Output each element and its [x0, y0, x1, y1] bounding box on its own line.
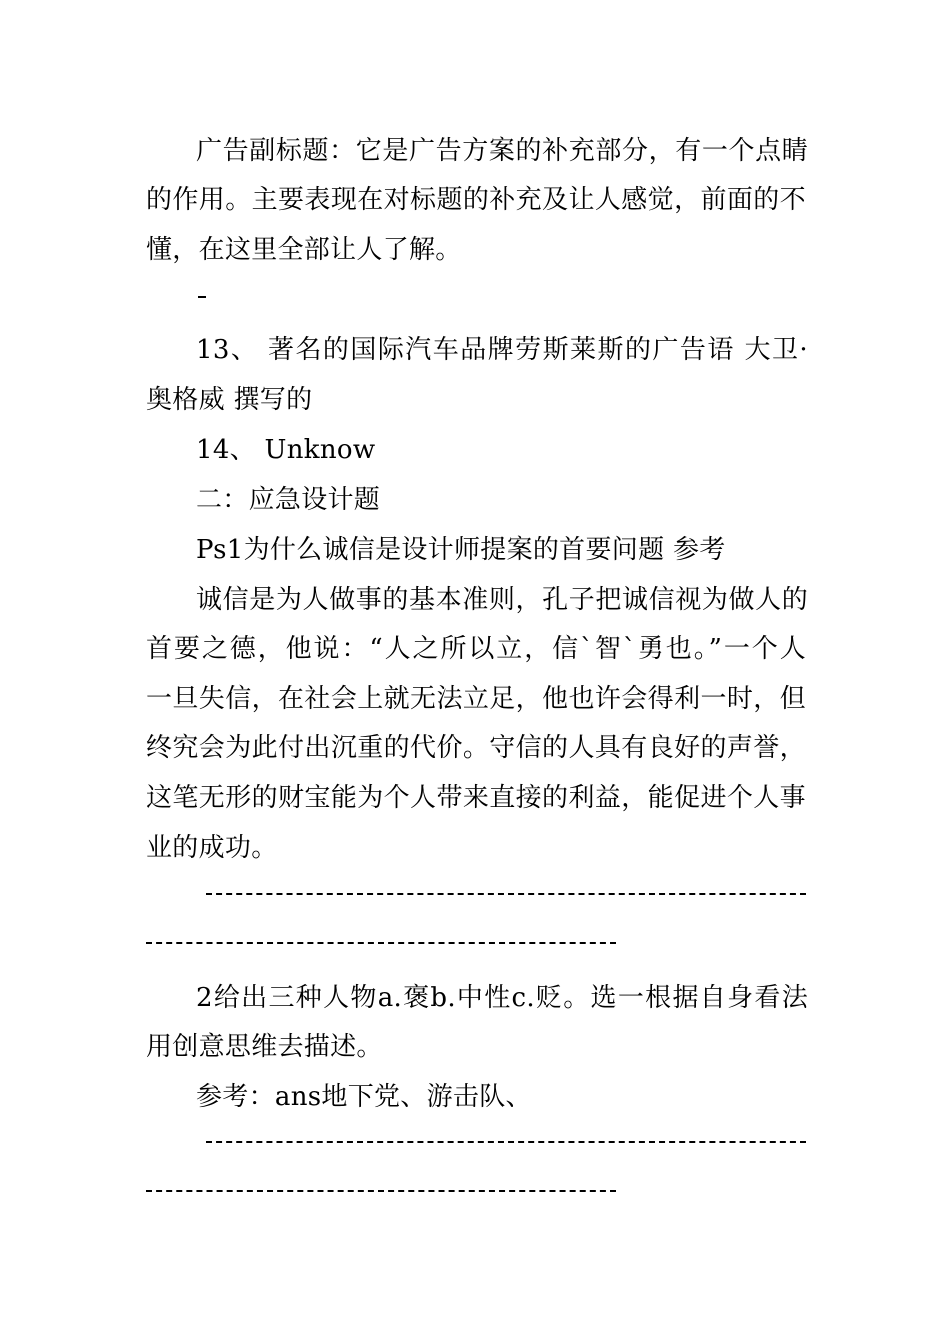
paragraph-line: 广告副标题：它是广告方案的补充部分，有一个点睛 — [196, 136, 808, 166]
question-2-line: 2给出三种人物a.褒b.中性c.贬。选一根据自身看法 — [196, 983, 808, 1013]
paragraph-line: 的作用。主要表现在对标题的补充及让人感觉，前面的不 — [146, 185, 806, 215]
reference-answer: 参考：ans地下党、游击队、 — [196, 1082, 532, 1112]
paragraph-line: 首要之德，他说：“人之所以立，信`智`勇也。”一个人 — [146, 634, 806, 664]
question-13-line: 奥格威 撰写的 — [146, 385, 313, 415]
paragraph-line: 业的成功。 — [146, 833, 278, 863]
question-13-line: 13、 著名的国际汽车品牌劳斯莱斯的广告语 大卫· — [196, 335, 808, 365]
paragraph-line: 诚信是为人做事的基本准则，孔子把诚信视为做人的 — [196, 585, 808, 615]
paragraph-line: 终究会为此付出沉重的代价。守信的人具有良好的声誉， — [146, 733, 806, 763]
dash-mark — [198, 296, 206, 298]
question-2-line: 用创意思维去描述。 — [146, 1032, 383, 1062]
question-14: 14、 Unknow — [196, 435, 376, 465]
paragraph-line: 一旦失信，在社会上就无法立足，他也许会得利一时，但 — [146, 684, 806, 714]
question-ps1: Ps1为什么诚信是设计师提案的首要问题 参考 — [196, 535, 726, 565]
dashed-divider — [146, 942, 616, 944]
section-heading: 二：应急设计题 — [196, 485, 381, 515]
dashed-divider — [206, 893, 806, 895]
dashed-divider — [146, 1190, 616, 1192]
dashed-divider — [206, 1141, 806, 1143]
paragraph-line: 懂，在这里全部让人了解。 — [146, 235, 462, 265]
paragraph-line: 这笔无形的财宝能为个人带来直接的利益，能促进个人事 — [146, 783, 806, 813]
